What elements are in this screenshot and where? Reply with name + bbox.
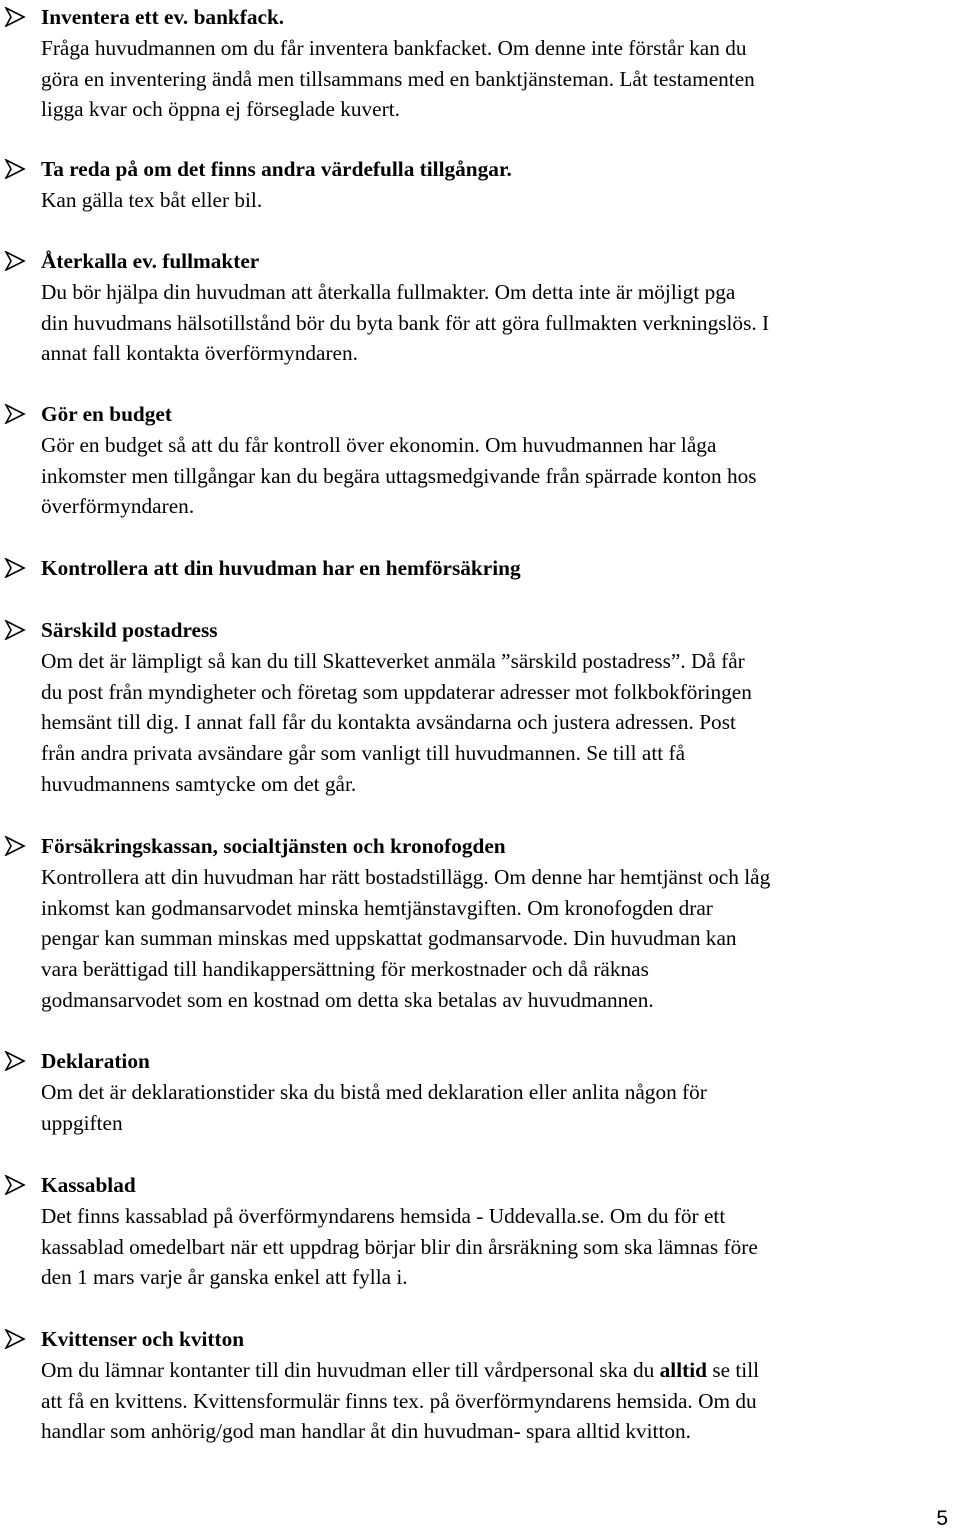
paragraph-line: Det finns kassablad på överförmyndarens hemsida - Uddevalla.se. Om du för ett bbox=[41, 1204, 726, 1228]
section-heading: Ta reda på om det finns andra värdefulla tillgångar. bbox=[41, 157, 512, 181]
text-run: se till bbox=[707, 1358, 760, 1382]
paragraph-line: den 1 mars varje år ganska enkel att fylla i. bbox=[41, 1265, 408, 1289]
section-heading: Kvittenser och kvitton bbox=[41, 1327, 245, 1351]
arrowhead-bullet-icon bbox=[4, 836, 26, 856]
paragraph-line: inkomster men tillgångar kan du begära uttagsmedgivande från spärrade konton hos bbox=[41, 464, 757, 488]
paragraph-line: överförmyndaren. bbox=[41, 494, 195, 518]
paragraph-line: Kontrollera att din huvudman har rätt bostadstillägg. Om denne har hemtjänst och låg bbox=[41, 865, 771, 889]
arrowhead-bullet-icon bbox=[4, 1175, 26, 1195]
paragraph-line: inkomst kan godmansarvodet minska hemtjänstavgiften. Om kronofogden drar bbox=[41, 896, 713, 920]
paragraph-line: pengar kan summan minskas med uppskattat godmansarvode. Din huvudman kan bbox=[41, 926, 737, 950]
paragraph-line: annat fall kontakta överförmyndaren. bbox=[41, 341, 358, 365]
paragraph-line: godmansarvodet som en kostnad om detta ska betalas av huvudmannen. bbox=[41, 988, 654, 1012]
paragraph-line: Fråga huvudmannen om du får inventera bankfacket. Om denne inte förstår kan du bbox=[41, 36, 747, 60]
arrowhead-bullet-icon bbox=[4, 558, 26, 578]
section-heading: Återkalla ev. fullmakter bbox=[41, 249, 260, 273]
paragraph-line: Du bör hjälpa din huvudman att återkalla fullmakter. Om detta inte är möjligt pga bbox=[41, 280, 736, 304]
section-heading: Särskild postadress bbox=[41, 618, 218, 642]
paragraph-line: hemsänt till dig. I annat fall får du kontakta avsändarna och justera adressen. Post bbox=[41, 710, 736, 734]
paragraph-line: du post från myndigheter och företag som uppdaterar adresser mot folkbokföringen bbox=[41, 680, 752, 704]
paragraph-line: att få en kvittens. Kvittensformulär finns tex. på överförmyndarens hemsida. Om du bbox=[41, 1389, 757, 1413]
section-heading: Kassablad bbox=[41, 1173, 136, 1197]
arrowhead-bullet-icon bbox=[4, 7, 26, 27]
arrowhead-bullet-icon bbox=[4, 251, 26, 271]
section-heading: Försäkringskassan, socialtjänsten och kronofogden bbox=[41, 834, 506, 858]
paragraph-line: uppgiften bbox=[41, 1111, 123, 1135]
paragraph-line: Om det är lämpligt så kan du till Skatteverket anmäla ”särskild postadress”. Då får bbox=[41, 649, 745, 673]
paragraph-line: kassablad omedelbart när ett uppdrag börjar blir din årsräkning som ska lämnas före bbox=[41, 1235, 758, 1259]
paragraph-line: handlar som anhörig/god man handlar åt din huvudman- spara alltid kvitton. bbox=[41, 1419, 692, 1443]
paragraph-line: din huvudmans hälsotillstånd bör du byta bank för att göra fullmakten verkningslös. I bbox=[41, 311, 770, 335]
text-run: Om du lämnar kontanter till din huvudman eller till vårdpersonal ska du bbox=[41, 1358, 660, 1382]
paragraph-line: Gör en budget så att du får kontroll över ekonomin. Om huvudmannen har låga bbox=[41, 433, 717, 457]
arrowhead-bullet-icon bbox=[4, 159, 26, 179]
paragraph-line: ligga kvar och öppna ej förseglade kuvert. bbox=[41, 97, 400, 121]
section-heading: Deklaration bbox=[41, 1049, 150, 1073]
arrowhead-bullet-icon bbox=[4, 620, 26, 640]
arrowhead-bullet-icon bbox=[4, 1051, 26, 1071]
page-number: 5 bbox=[936, 1507, 948, 1530]
arrowhead-bullet-icon bbox=[4, 404, 26, 424]
paragraph-line: Kan gälla tex båt eller bil. bbox=[41, 188, 263, 212]
emphasis-text: alltid bbox=[659, 1358, 707, 1382]
paragraph-line: göra en inventering ändå men tillsammans med en banktjänsteman. Låt testamenten bbox=[41, 67, 755, 91]
paragraph-line: från andra privata avsändare går som vanligt till huvudmannen. Se till att få bbox=[41, 741, 686, 765]
paragraph-line: vara berättigad till handikappersättning för merkostnader och då räknas bbox=[41, 957, 649, 981]
paragraph-line bbox=[41, 1355, 759, 1386]
arrowhead-bullet-icon bbox=[4, 1329, 26, 1349]
section-heading: Kontrollera att din huvudman har en hemförsäkring bbox=[41, 556, 521, 580]
paragraph-line: Om det är deklarationstider ska du bistå med deklaration eller anlita någon för bbox=[41, 1080, 707, 1104]
section-heading: Inventera ett ev. bankfack. bbox=[41, 5, 285, 29]
paragraph-line: huvudmannens samtycke om det går. bbox=[41, 772, 357, 796]
section-heading: Gör en budget bbox=[41, 402, 172, 426]
